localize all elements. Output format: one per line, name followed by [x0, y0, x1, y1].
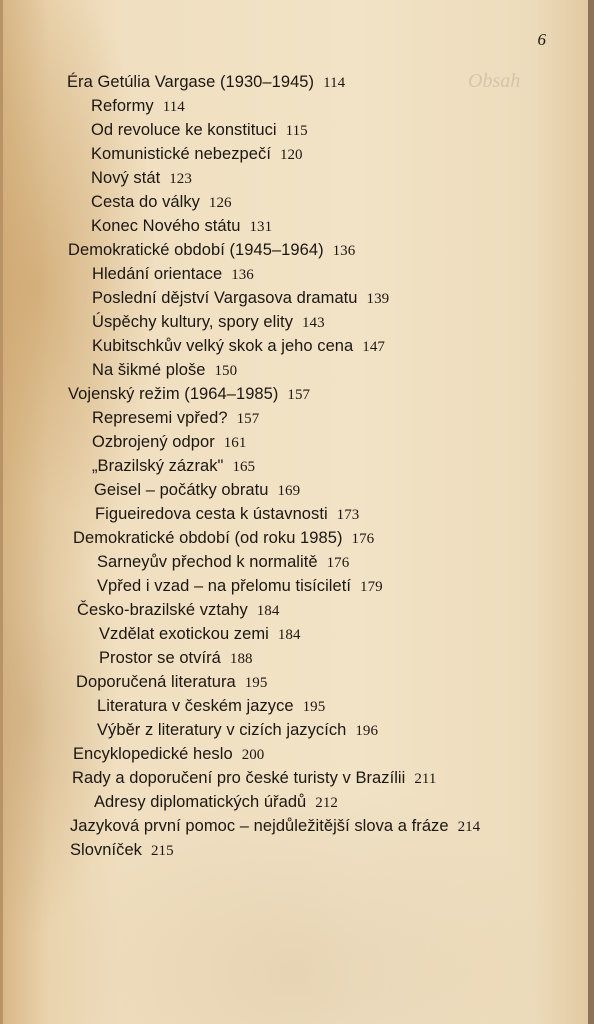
toc-entry-page: 139	[366, 291, 390, 307]
toc-entry-section	[91, 119, 308, 142]
toc-entry-title: Od revoluce ke konstituci	[91, 121, 277, 139]
toc-entry-section	[99, 623, 301, 646]
toc-entry-page: 157	[236, 411, 260, 427]
toc-entry-title: Sarneyův přechod k normalitě	[97, 553, 318, 571]
toc-entry-section	[91, 95, 185, 118]
toc-entry-section	[99, 647, 253, 670]
toc-entry-chapter	[76, 671, 267, 694]
toc-entry-title: Reformy	[91, 97, 154, 115]
toc-entry-chapter	[77, 599, 279, 622]
toc-entry-page: 215	[151, 843, 174, 859]
toc-entry-title: „Brazilský zázrak"	[92, 457, 224, 475]
toc-entry-section	[91, 215, 272, 238]
toc-entry-section	[92, 335, 385, 358]
toc-entry-title: Cesta do války	[91, 193, 200, 211]
toc-entry-section	[95, 503, 359, 526]
toc-entry-section	[92, 407, 259, 430]
toc-entry-title: Prostor se otvírá	[99, 649, 221, 667]
toc-entry-page: 211	[414, 771, 437, 787]
toc-entry-title: Adresy diplomatických úřadů	[94, 793, 307, 811]
toc-entry-section	[92, 455, 255, 478]
toc-entry-section	[92, 263, 254, 286]
toc-entry-page: 147	[362, 339, 385, 355]
toc-entry-page: 136	[231, 267, 254, 283]
toc-entry-page: 200	[241, 747, 265, 763]
toc-entry-title: Doporučená literatura	[76, 673, 236, 691]
toc-entry-page: 161	[223, 435, 247, 451]
toc-entry-title: Encyklopedické heslo	[73, 745, 233, 763]
toc-entry-title: Vzdělat exotickou zemi	[99, 625, 269, 643]
toc-entry-page: 176	[326, 555, 350, 571]
toc-entry-section	[92, 311, 325, 334]
toc-entry-title: Demokratické období (1945–1964)	[68, 241, 324, 259]
toc-entry-title: Vpřed i vzad – na přelomu tisíciletí	[97, 577, 352, 595]
toc-entry-page: 165	[232, 459, 256, 475]
toc-entry-page: 212	[315, 795, 338, 811]
toc-entry-page: 195	[302, 699, 326, 715]
toc-entry-title: Česko-brazilské vztahy	[77, 601, 248, 619]
toc-entry-page: 120	[279, 147, 303, 163]
toc-entry-section	[91, 143, 303, 166]
toc-entry-chapter	[72, 767, 436, 790]
toc-entry-title: Úspěchy kultury, spory elity	[92, 313, 293, 331]
toc-entry-page: 188	[229, 651, 253, 667]
toc-entry-title: Nový stát	[91, 169, 161, 187]
page-number: 6	[537, 30, 546, 49]
toc-entry-section	[97, 695, 325, 718]
toc-entry-chapter	[70, 815, 480, 838]
toc-entry-page: 169	[277, 483, 301, 499]
toc-entry-section	[94, 479, 300, 502]
toc-entry-page: 196	[355, 723, 379, 739]
toc-entry-title: Éra Getúlia Vargase (1930–1945)	[67, 73, 315, 91]
toc-entry-title: Literatura v českém jazyce	[97, 697, 294, 715]
toc-entry-chapter	[73, 527, 374, 550]
toc-entry-page: 184	[256, 603, 280, 619]
toc-entry-title: Vojenský režim (1964–1985)	[68, 385, 279, 403]
toc-entry-section	[97, 551, 349, 574]
toc-entry-section	[92, 359, 237, 382]
toc-entry-page: 157	[287, 387, 311, 403]
toc-entry-page: 214	[457, 819, 481, 835]
toc-entry-title: Kubitschkův velký skok a jeho cena	[92, 337, 354, 355]
toc-entry-section	[92, 287, 389, 310]
toc-entry-title: Geisel – počátky obratu	[94, 481, 269, 499]
toc-entry-chapter	[67, 71, 345, 94]
toc-entry-title: Hledání orientace	[92, 265, 223, 283]
toc-entry-page: 126	[208, 195, 232, 211]
toc-entry-page: 114	[162, 99, 185, 115]
table-of-contents	[3, 0, 594, 1024]
toc-entry-page: 179	[360, 579, 383, 595]
toc-entry-page: 131	[249, 219, 273, 235]
toc-entry-page: 184	[277, 627, 301, 643]
toc-entry-title: Figueiredova cesta k ústavnosti	[95, 505, 328, 523]
toc-entry-title: Výběr z literatury v cizích jazycích	[97, 721, 347, 739]
toc-entry-section	[97, 575, 383, 598]
toc-entry-chapter	[68, 383, 310, 406]
toc-entry-chapter	[73, 743, 264, 766]
toc-entry-title: Demokratické období (od roku 1985)	[73, 529, 343, 547]
toc-entry-title: Jazyková první pomoc – nejdůležitější slova a fráze	[70, 817, 449, 835]
toc-entry-chapter	[70, 839, 174, 862]
toc-entry-section	[91, 167, 192, 190]
toc-entry-section	[91, 191, 232, 214]
toc-entry-page: 173	[336, 507, 360, 523]
toc-entry-section	[94, 791, 338, 814]
bleed-through-heading: Obsah	[468, 70, 521, 92]
toc-entry-page: 176	[351, 531, 375, 547]
toc-entry-title: Na šikmé ploše	[92, 361, 206, 379]
toc-entry-title: Konec Nového státu	[91, 217, 241, 235]
toc-entry-section	[92, 431, 246, 454]
toc-entry-chapter	[68, 239, 355, 262]
toc-entry-page: 136	[332, 243, 356, 259]
toc-entry-page: 115	[285, 123, 308, 139]
toc-entry-title: Ozbrojený odpor	[92, 433, 215, 451]
toc-entry-section	[97, 719, 378, 742]
toc-entry-title: Represemi vpřed?	[92, 409, 228, 427]
toc-entry-title: Rady a doporučení pro české turisty v Brazílii	[72, 769, 406, 787]
toc-entry-title: Poslední dějství Vargasova dramatu	[92, 289, 358, 307]
toc-entry-title: Slovníček	[70, 841, 142, 859]
toc-entry-title: Komunistické nebezpečí	[91, 145, 271, 163]
toc-entry-page: 150	[214, 363, 238, 379]
toc-entry-page: 123	[169, 171, 192, 187]
toc-entry-page: 195	[244, 675, 268, 691]
toc-entry-page: 143	[302, 315, 325, 331]
toc-entry-page: 114	[323, 75, 346, 91]
